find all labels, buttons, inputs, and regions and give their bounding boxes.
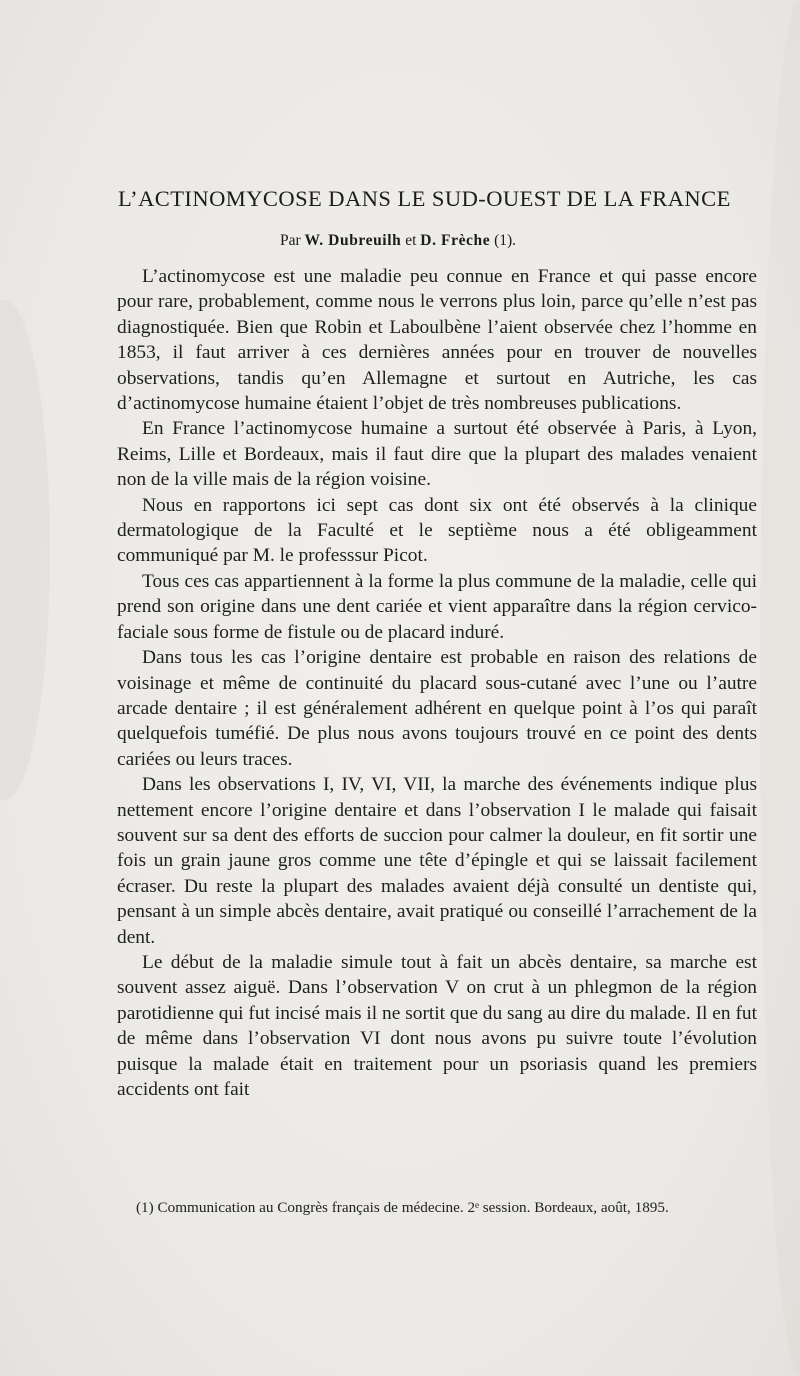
paragraph: En France l’actinomycose humaine a surtout été observée à Paris, à Lyon, Reims, Lille et Bordeaux, mais il faut dire que la plupart des malades venaient non de la ville mais de la région voisine. — [117, 418, 757, 491]
page-edge-shadow-right — [760, 0, 800, 1376]
paragraph: Tous ces cas appartiennent à la forme la plus commune de la maladie, celle qui prend son origine dans une dent cariée et vient apparaître dans la région cervico-faciale sous forme de fistule ou de placard induré. — [117, 570, 757, 643]
footnote-text: (1) Communication au Congrès français de médecine. 2ᵉ session. Bordeaux, août, 1895. — [136, 1199, 669, 1216]
paragraph: Le début de la maladie simule tout à fait un abcès dentaire, sa marche est souvent assez aiguë. Dans l’observation V on crut à un phlegmon de la région parotidienne qui fut incisé mais il ne sortit que du sang au dire du malade. Il en fut de même dans l’observation VI dont nous avons pu suivre toute l’évolution puisque la malade était en traitement pour un psoriasis quand les premiers accidents ont fait — [117, 951, 757, 1100]
byline-conjunction: et — [405, 232, 417, 249]
article-body — [117, 264, 757, 1102]
author-2: D. Frèche — [420, 232, 491, 249]
author-1: W. Dubreuilh — [304, 232, 402, 249]
article-title: L’ACTINOMYCOSE DANS LE SUD-OUEST DE LA FRANCE — [118, 186, 731, 211]
paragraph: Dans les observations I, IV, VI, VII, la marche des événements indique plus nettement encore l’origine dentaire et dans l’observation I le malade qui faisait souvent sur sa dent des efforts de succion pour calmer la douleur, en fit sortir une fois un grain jaune gros comme une tête d’épingle et qui se laissait facilement écraser. Du reste la plupart des malades avaient déjà consulté un dentiste qui, pensant à un simple abcès dentaire, avait pratiqué ou conseillé l’arrachement de la dent. — [117, 774, 757, 948]
footnote — [118, 1197, 756, 1218]
footnote-reference: (1). — [494, 232, 517, 249]
paragraph: L’actinomycose est une maladie peu connue en France et qui passe encore pour rare, probablement, comme nous le verrons plus loin, parce qu’elle n’est pas diagnostiquée. Bien que Robin et Laboulbène l’aient observée chez l’homme en 1853, il faut arriver à ces dernières années pour en trouver de nouvelles observations, tandis qu’en Allemagne et surtout en Autriche, les cas d’actinomycose humaine étaient l’objet de très nombreuses publications. — [117, 266, 757, 415]
paragraph: Nous en rapportons ici sept cas dont six ont été observés à la clinique dermatologique de la Faculté et le septième nous a été obligeamment communiqué par M. le professsur Picot. — [117, 494, 757, 567]
byline-prefix: Par — [280, 232, 301, 249]
page-edge-shadow — [0, 300, 50, 800]
byline — [280, 232, 516, 250]
paragraph: Dans tous les cas l’origine dentaire est probable en raison des relations de voisinage et même de continuité du placard sous-cutané avec l’une ou l’autre arcade dentaire ; il est généralement adhérent en quelque point à l’os qui paraît quelquefois tuméfié. De plus nous avons toujours trouvé en ce point des dents cariées ou leurs traces. — [117, 647, 757, 770]
